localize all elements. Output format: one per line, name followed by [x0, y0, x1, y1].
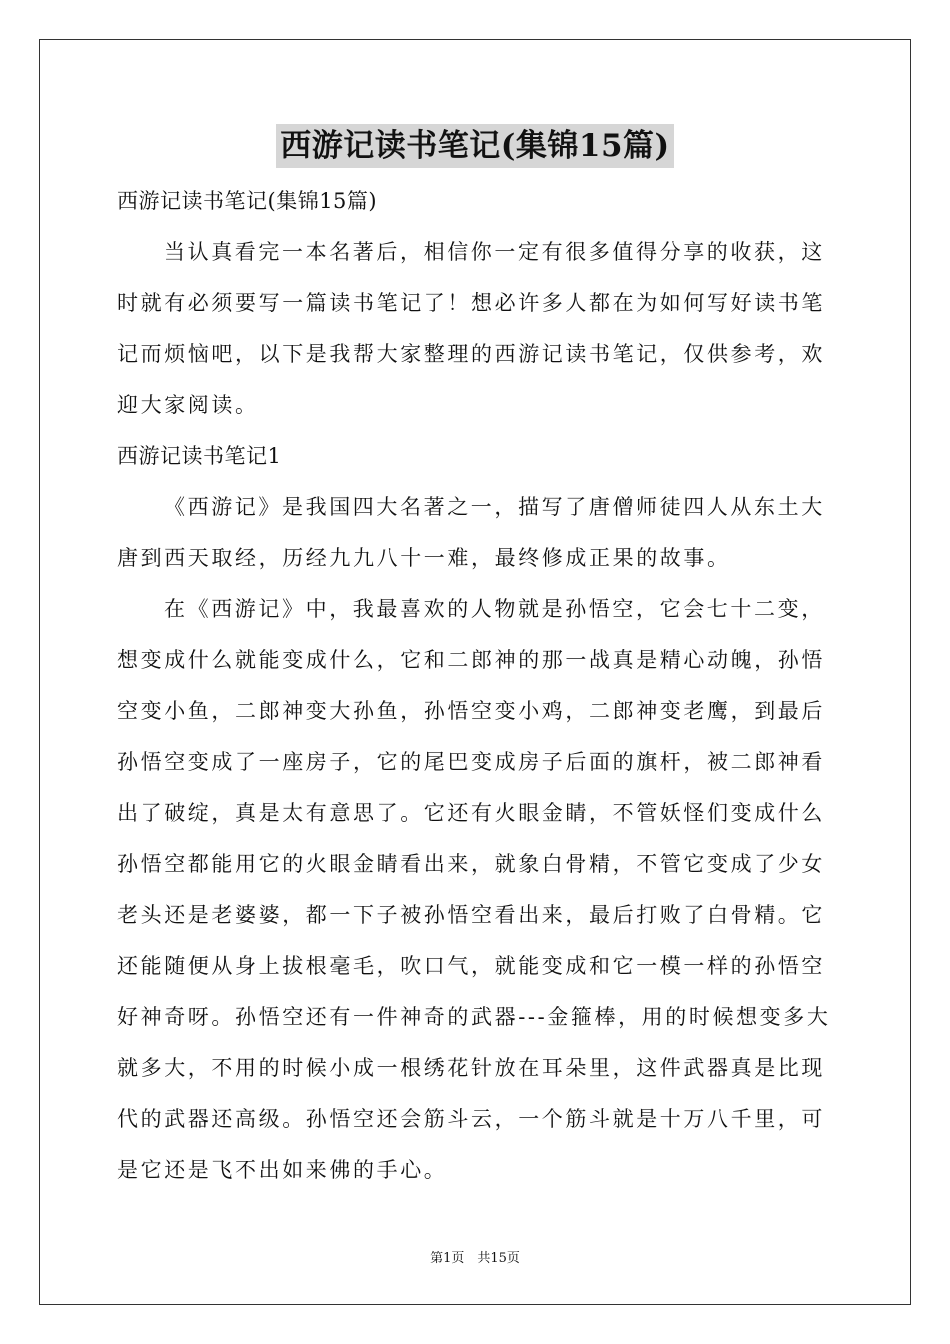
section-heading: 西游记读书笔记1: [117, 444, 282, 468]
document-title: 西游记读书笔记(集锦15篇): [276, 124, 673, 168]
intro-paragraph: 当认真看完一本名著后，相信你一定有很多值得分享的收获，这时就有必须要写一篇读书笔记了！想必许多人都在为如何写好读书笔记而烦恼吧，以下是我帮大家整理的西游记读书笔记，仅供参考，欢迎大家阅读。: [117, 240, 825, 417]
title-container: [0, 124, 950, 168]
body-paragraph-1: 《西游记》是我国四大名著之一，描写了唐僧师徒四人从东土大唐到西天取经，历经九九八十一难，最终修成正果的故事。: [117, 495, 825, 570]
page-number: 第1页 共15页: [430, 1251, 520, 1266]
body-paragraph-2: 在《西游记》中，我最喜欢的人物就是孙悟空，它会七十二变，想变成什么就能变成什么，它和二郎神的那一战真是精心动魄，孙悟空变小鱼，二郎神变大孙鱼，孙悟空变小鸡，二郎神变老鹰，到最后孙悟空变成了一座房子，它的尾巴变成房子后面的旗杆，被二郎神看出了破绽，真是太有意思了。它还有火眼金睛，不管妖怪们变成什么孙悟空都能用它的火眼金睛看出来，就象白骨精，不管它变成了少女老头还是老婆婆，都一下子被孙悟空看出来，最后打败了白骨精。它还能随便从身上拔根毫毛，吹口气，就能变成和它一模一样的孙悟空好神奇呀。孙悟空还有一件神奇的武器---金箍棒，用的时候想变多大就多大，不用的时候小成一根绣花针放在耳朵里，这件武器真是比现代的武器还高级。孙悟空还会筋斗云，一个筋斗就是十万八千里，可是它还是飞不出如来佛的手心。: [117, 597, 831, 1182]
page-footer: [0, 1247, 950, 1266]
document-subtitle: 西游记读书笔记(集锦15篇): [117, 189, 378, 213]
document-body: [117, 176, 833, 1196]
